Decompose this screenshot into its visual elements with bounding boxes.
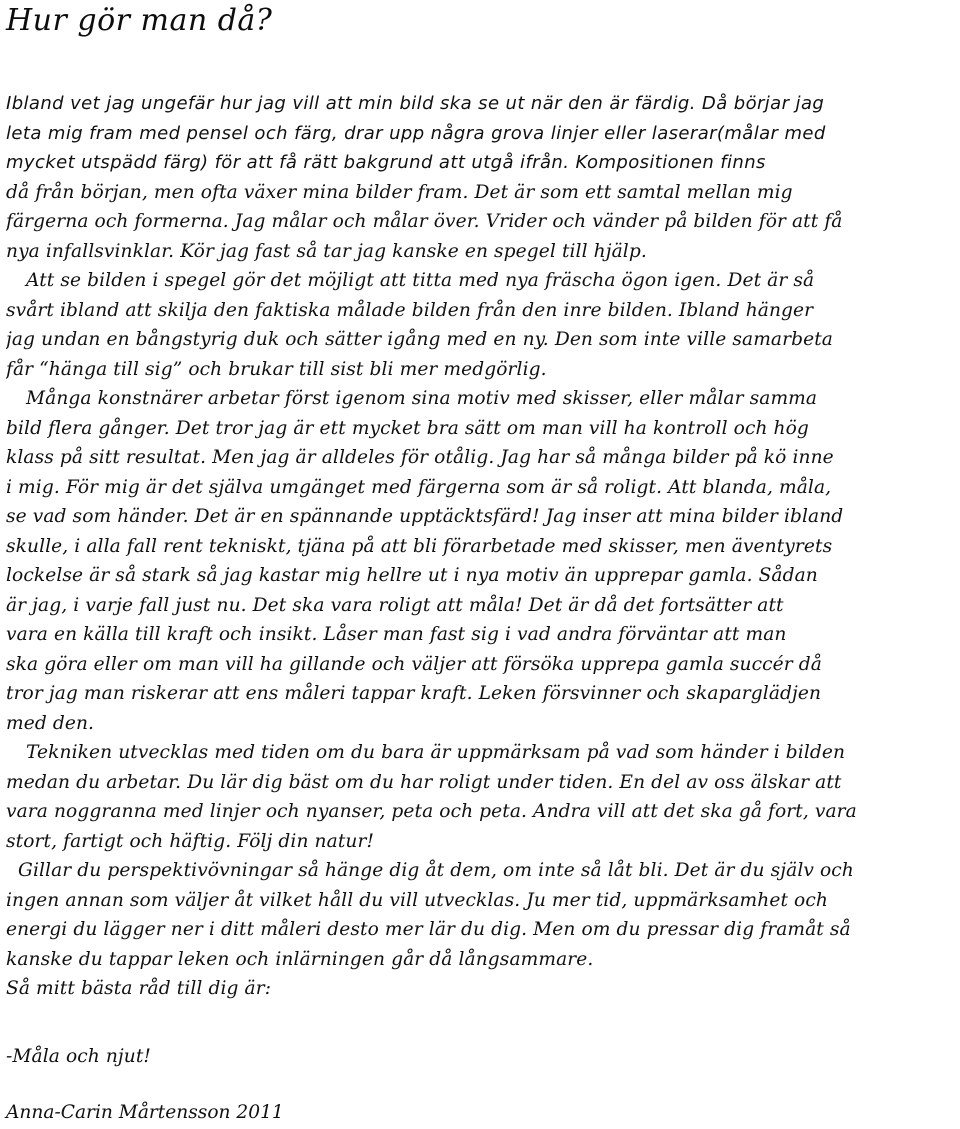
text-line: Ibland vet jag ungefär hur jag vill att min bild ska se ut när den är färdig. Då börjar jag: [6, 93, 825, 114]
text-line: bild flera gånger. Det tror jag är ett mycket bra sätt om man vill ha kontroll och hög: [6, 417, 809, 439]
text-line: är jag, i varje fall just nu. Det ska vara roligt att måla! Det är då det fortsätter att: [6, 594, 784, 616]
text-line: med den.: [6, 712, 95, 734]
closing-text: -Måla och njut!: [6, 1046, 152, 1067]
text-line: ingen annan som väljer åt vilket håll du vill utvecklas. Ju mer tid, uppmärksamhet och: [6, 889, 828, 911]
text-line: klass på sitt resultat. Men jag är alldeles för otålig. Jag har så många bilder på kö inne: [6, 447, 834, 468]
text-line: medan du arbetar. Du lär dig bäst om du har roligt under tiden. En del av oss älskar att: [6, 771, 842, 793]
text-line: färgerna och formerna. Jag målar och målar över. Vrider och vänder på bilden för att få: [6, 211, 843, 232]
page-title: Hur gör man då?: [6, 3, 273, 38]
text-line: Tekniken utvecklas med tiden om du bara är uppmärksam på vad som händer i bilden: [26, 742, 846, 763]
text-line: kanske du tappar leken och inlärningen går då långsammare.: [6, 948, 594, 970]
body-text: [6, 89, 956, 1004]
text-line: svårt ibland att skilja den faktiska målade bilden från den inre bilden. Ibland hänger: [6, 299, 814, 321]
text-line: Många konstnärer arbetar först igenom sina motiv med skisser, eller målar samma: [26, 388, 818, 409]
text-line: skulle, i alla fall rent tekniskt, tjäna på att bli förarbetade med skisser, men äventyrets: [6, 535, 833, 557]
text-line: energi du lägger ner i ditt måleri desto mer lär du dig. Men om du pressar dig framåt så: [6, 919, 851, 940]
text-line: ska göra eller om man vill ha gillande och väljer att försöka upprepa gamla succér då: [6, 653, 822, 675]
text-line: nya infallsvinklar. Kör jag fast så tar jag kanske en spegel till hjälp.: [6, 240, 647, 262]
text-line: Så mitt bästa råd till dig är:: [6, 978, 272, 999]
text-line: då från början, men ofta växer mina bilder fram. Det är som ett samtal mellan mig: [6, 181, 793, 203]
closing-line: [6, 1042, 606, 1072]
text-line: leta mig fram med pensel och färg, drar upp några grova linjer eller laserar(målar med: [6, 122, 826, 144]
text-line: Att se bilden i spegel gör det möjligt att titta med nya fräscha ögon igen. Det är så: [26, 270, 815, 291]
text-line: se vad som händer. Det är en spännande upptäcktsfärd! Jag inser att mina bilder ibland: [6, 506, 844, 527]
text-line: i mig. För mig är det själva umgänget med färgerna som är så roligt. Att blanda, måla,: [6, 476, 832, 498]
text-line: tror jag man riskerar att ens måleri tappar kraft. Leken försvinner och skaparglädjen: [6, 683, 822, 704]
text-line: lockelse är så stark så jag kastar mig hellre ut i nya motiv än upprepar gamla. Sådan: [6, 565, 818, 586]
text-line: vara noggranna med linjer och nyanser, peta och peta. Andra vill att det ska gå fort, vara: [6, 801, 857, 822]
text-line: Gillar du perspektivövningar så hänge dig åt dem, om inte så låt bli. Det är du själv och: [18, 860, 854, 881]
text-line: stort, fartigt och häftig. Följ din natur!: [6, 830, 375, 852]
signature: Anna-Carin Mårtensson 2011: [6, 1102, 284, 1123]
text-line: mycket utspädd färg) för att få rätt bakgrund att utgå ifrån. Kompositionen finns: [6, 152, 766, 173]
text-line: får “hänga till sig” och brukar till sist bli mer medgörlig.: [6, 358, 547, 380]
text-line: vara en källa till kraft och insikt. Låser man fast sig i vad andra förväntar att man: [6, 624, 787, 645]
text-line: jag undan en bångstyrig duk och sätter igång med en ny. Den som inte ville samarbeta: [6, 329, 833, 350]
